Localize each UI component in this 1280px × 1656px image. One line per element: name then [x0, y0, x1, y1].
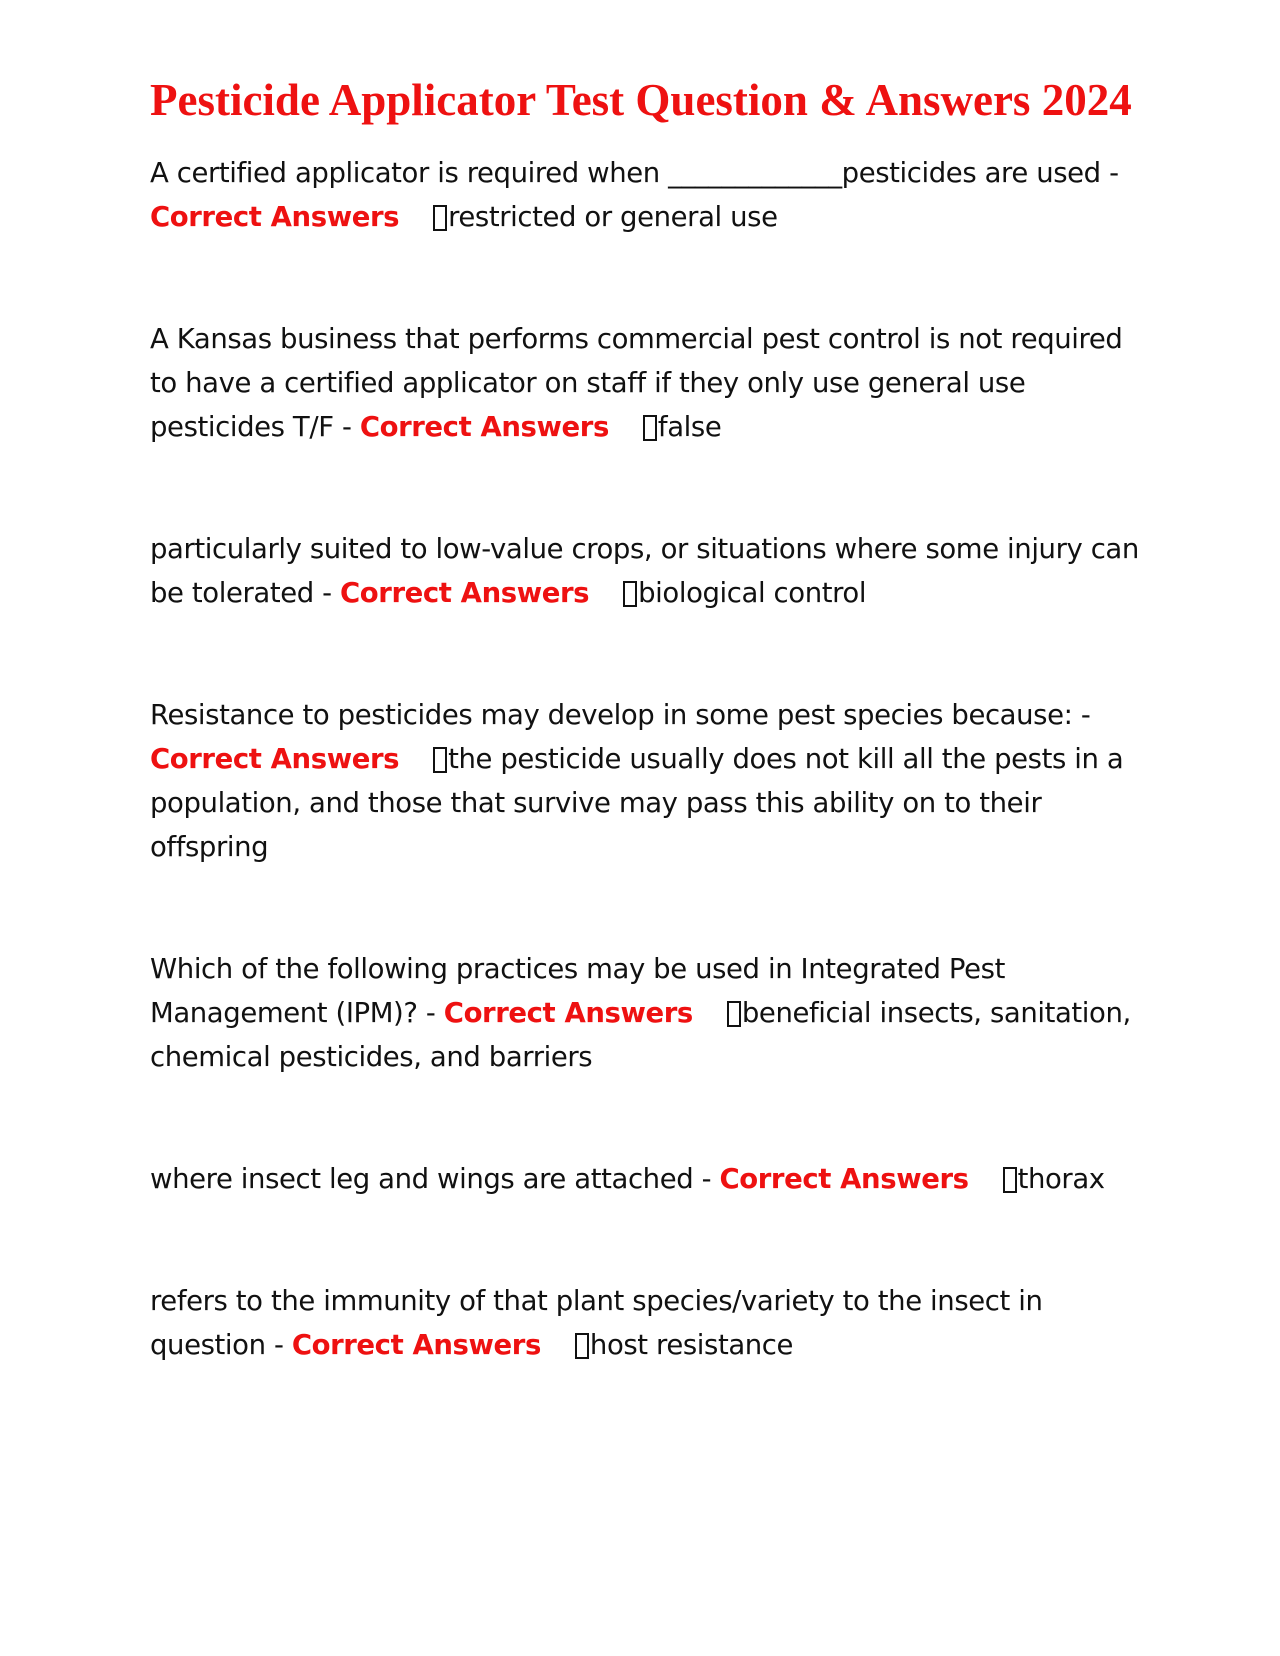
qa-item	[150, 527, 1140, 615]
qa-item	[150, 317, 1140, 449]
answer-text: the pesticide usually does not kill all the pests in a population, and those that survive may pass this ability on to their offspring	[150, 743, 1124, 863]
answer-text: host resistance	[589, 1329, 794, 1361]
question-text: A Kansas business that performs commercial pest control is not required to have a certified applicator on staff if they only use general use pesticides T/F -	[150, 323, 1123, 443]
missing-glyph-icon	[1003, 1167, 1017, 1193]
answer-text: restricted or general use	[448, 201, 778, 233]
correct-answers-label: Correct Answers	[150, 743, 400, 775]
answer-text: thorax	[1017, 1163, 1105, 1195]
question-text: refers to the immunity of that plant species/variety to the insect in question -	[150, 1285, 1043, 1361]
correct-answers-label: Correct Answers	[443, 997, 693, 1029]
missing-glyph-icon	[433, 747, 447, 773]
missing-glyph-icon	[623, 581, 637, 607]
correct-answers-label: Correct Answers	[150, 201, 400, 233]
missing-glyph-icon	[433, 205, 447, 231]
correct-answers-label: Correct Answers	[719, 1163, 969, 1195]
qa-item	[150, 151, 1140, 239]
missing-glyph-icon	[727, 1001, 741, 1027]
document-title: Pesticide Applicator Test Question & Answers 2024	[150, 75, 1132, 125]
correct-answers-label: Correct Answers	[291, 1329, 541, 1361]
correct-answers-label: Correct Answers	[359, 411, 609, 443]
qa-item	[150, 1279, 1140, 1367]
question-text: Resistance to pesticides may develop in some pest species because: -	[150, 699, 1091, 731]
question-text: where insect leg and wings are attached -	[150, 1163, 720, 1195]
qa-item	[150, 947, 1140, 1079]
question-text: A certified applicator is required when _____________pesticides are used -	[150, 157, 1119, 189]
correct-answers-label: Correct Answers	[340, 577, 590, 609]
answer-text: biological control	[638, 577, 867, 609]
missing-glyph-icon	[643, 415, 657, 441]
qa-item	[150, 693, 1140, 869]
qa-item	[150, 1157, 1140, 1201]
question-text: Which of the following practices may be used in Integrated Pest Management (IPM)? -	[150, 953, 1005, 1029]
answer-text: beneficial insects, sanitation, chemical pesticides, and barriers	[150, 997, 1131, 1073]
document-page	[150, 72, 1140, 1445]
missing-glyph-icon	[575, 1333, 589, 1359]
answer-text: false	[657, 411, 722, 443]
question-text: particularly suited to low-value crops, or situations where some injury can be tolerated -	[150, 533, 1139, 609]
